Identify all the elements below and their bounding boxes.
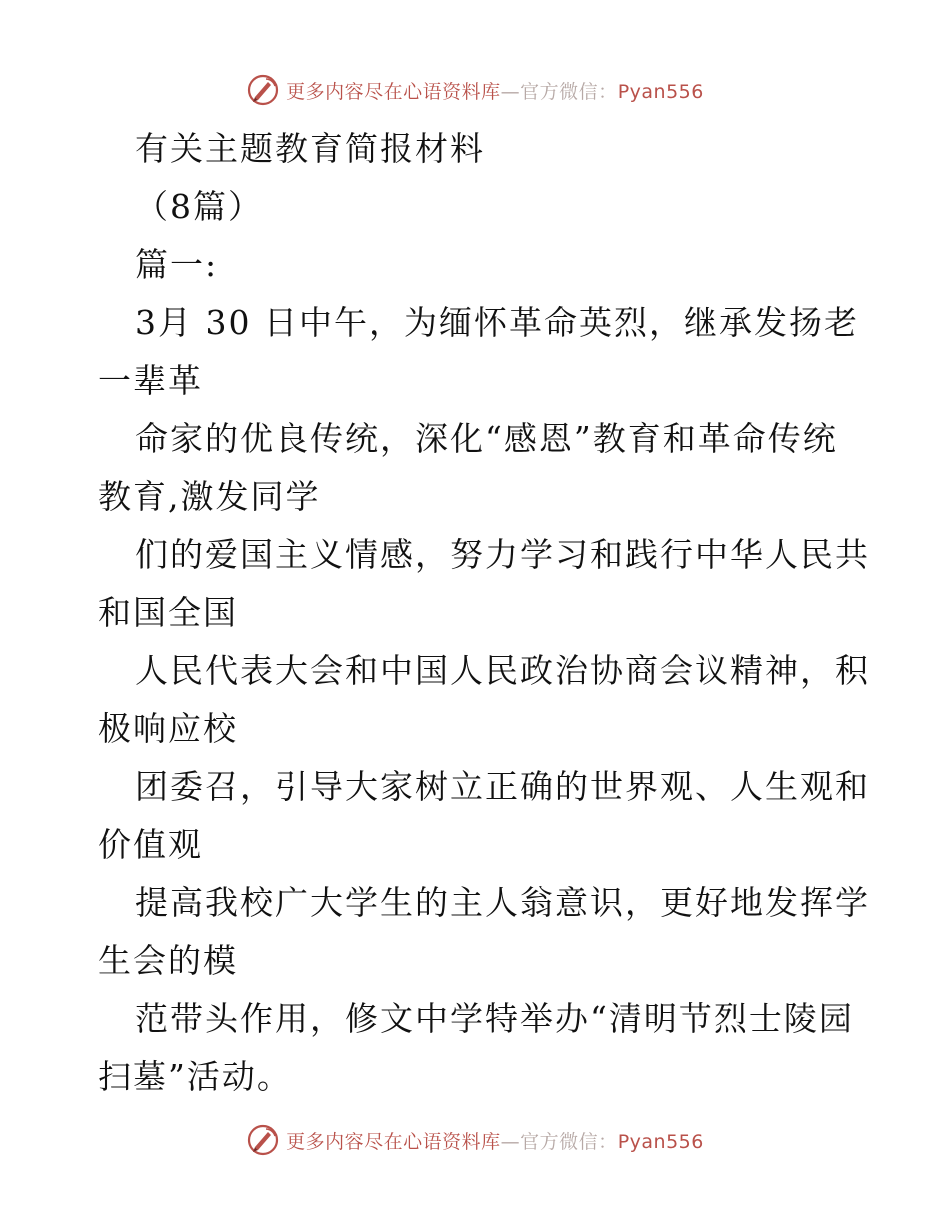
paragraph-line: 们的爱国主义情感，努力学习和践行中华人民共: [135, 535, 870, 574]
paragraph-line: 价值观: [98, 825, 203, 864]
document-subtitle: （8篇）: [135, 187, 263, 226]
watermark-site-text: 更多内容尽在心语资料库: [286, 80, 501, 103]
paragraph-line: 教育,激发同学: [98, 477, 321, 516]
watermark-text: [286, 1127, 704, 1154]
pen-logo-icon: [246, 1123, 280, 1157]
header-watermark: [0, 70, 950, 110]
paragraph-line: 团委召，引导大家树立正确的世界观、人生观和: [135, 767, 870, 806]
paragraph-line: 3月 30 日中午，为缅怀革命英烈，继承发扬老: [135, 303, 859, 342]
footer-watermark: [0, 1120, 950, 1160]
watermark-wechat-label: 官方微信：: [520, 80, 618, 103]
watermark-separator: —: [500, 1130, 521, 1153]
paragraph-line: 提高我校广大学生的主人翁意识，更好地发挥学: [135, 883, 870, 922]
pen-logo-icon: [246, 73, 280, 107]
paragraph-line: 一辈革: [98, 361, 203, 400]
paragraph-line: 扫墓”活动。: [98, 1057, 292, 1096]
watermark-site-text: 更多内容尽在心语资料库: [286, 1130, 501, 1153]
paragraph-line: 范带头作用，修文中学特举办“清明节烈士陵园: [135, 999, 854, 1038]
document-title: 有关主题教育简报材料: [135, 129, 485, 168]
section-heading: 篇一:: [135, 245, 219, 284]
watermark-wechat-id: Pyan556: [617, 80, 704, 103]
paragraph-line: 生会的模: [98, 941, 238, 980]
paragraph-line: 和国全国: [98, 593, 238, 632]
watermark-text: [286, 77, 704, 104]
paragraph-line: 命家的优良传统，深化“感恩”教育和革命传统: [135, 419, 838, 458]
paragraph-line: 人民代表大会和中国人民政治协商会议精神，积: [135, 651, 870, 690]
watermark-wechat-label: 官方微信：: [520, 1130, 618, 1153]
paragraph-line: 极响应校: [98, 709, 238, 748]
watermark-separator: —: [500, 80, 521, 103]
watermark-wechat-id: Pyan556: [617, 1130, 704, 1153]
